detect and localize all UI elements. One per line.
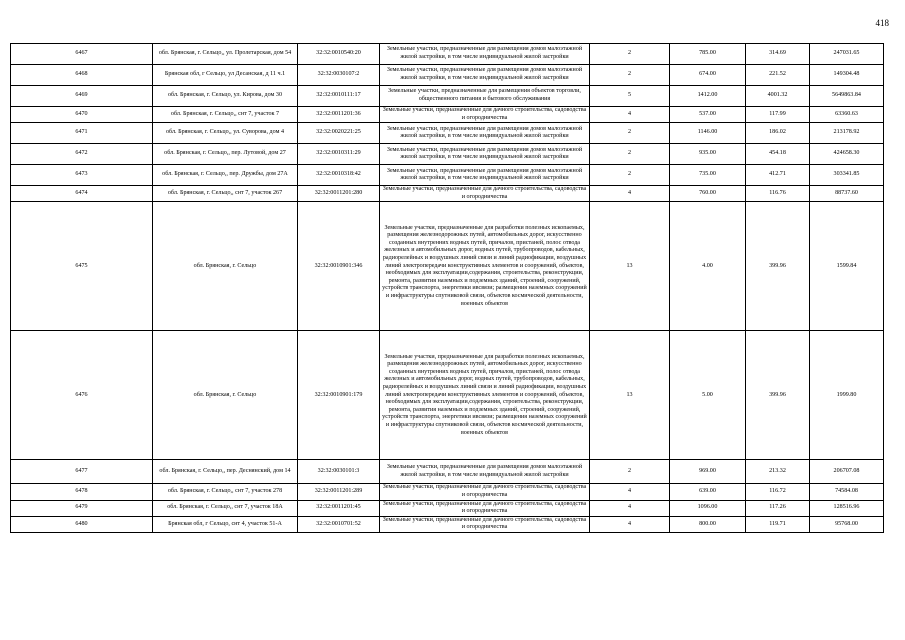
table-row: [11, 107, 884, 123]
cadastral-number-cell: 32:32:0010318:42: [298, 165, 380, 186]
table-row: [11, 331, 884, 460]
table-row: [11, 500, 884, 516]
row-number: 6467: [11, 44, 153, 65]
cadastral-value-cell: 213178.92: [810, 123, 884, 144]
cadastral-value-cell: 74584.08: [810, 484, 884, 500]
land-registry-table: [10, 43, 884, 533]
address-cell: обл. Брянская, г. Сельцо: [153, 202, 298, 331]
group-cell: 4: [590, 500, 670, 516]
unit-price-cell: 186.02: [746, 123, 810, 144]
address-cell: обл. Брянская, г. Сельцо,, снт 7, участок 18А: [153, 500, 298, 516]
table-row: [11, 186, 884, 202]
cadastral-number-cell: 32:32:0010901:179: [298, 331, 380, 460]
area-cell: 537.00: [670, 107, 746, 123]
cadastral-number-cell: 32:32:0011201:280: [298, 186, 380, 202]
unit-price-cell: 399.96: [746, 202, 810, 331]
area-cell: 760.00: [670, 186, 746, 202]
group-cell: 5: [590, 86, 670, 107]
table-row: [11, 516, 884, 532]
unit-price-cell: 454.18: [746, 144, 810, 165]
group-cell: 4: [590, 186, 670, 202]
area-cell: 935.00: [670, 144, 746, 165]
unit-price-cell: 119.71: [746, 516, 810, 532]
area-cell: 800.00: [670, 516, 746, 532]
land-use-cell: Земельные участки, предназначенные для дачного строительства, садоводства и огородничества: [380, 186, 590, 202]
address-cell: Брянская обл, г Сельцо, ул Десанская, д 11 ч.1: [153, 65, 298, 86]
land-use-cell: Земельные участки, предназначенные для размещения домов малоэтажной жилой застройки, в том числе индивидуальной жилой застройки: [380, 165, 590, 186]
unit-price-cell: 116.72: [746, 484, 810, 500]
cadastral-number-cell: 32:32:0010111:17: [298, 86, 380, 107]
row-number: 6475: [11, 202, 153, 331]
area-cell: 5.00: [670, 331, 746, 460]
area-cell: 735.00: [670, 165, 746, 186]
area-cell: 1096.00: [670, 500, 746, 516]
row-number: 6477: [11, 460, 153, 484]
group-cell: 2: [590, 460, 670, 484]
table-row: [11, 65, 884, 86]
address-cell: обл. Брянская, г. Сельцо,, ул. Суворова, дом 4: [153, 123, 298, 144]
cadastral-number-cell: 32:32:0010311:29: [298, 144, 380, 165]
group-cell: 2: [590, 65, 670, 86]
group-cell: 4: [590, 516, 670, 532]
land-use-cell: Земельные участки, предназначенные для размещения домов малоэтажной жилой застройки, в том числе индивидуальной жилой застройки: [380, 123, 590, 144]
table-row: [11, 460, 884, 484]
address-cell: обл. Брянская, г. Сельцо,, снт 7, участок 7: [153, 107, 298, 123]
unit-price-cell: 412.71: [746, 165, 810, 186]
area-cell: 785.00: [670, 44, 746, 65]
table-row: [11, 86, 884, 107]
cadastral-number-cell: 32:32:0011201:289: [298, 484, 380, 500]
address-cell: обл. Брянская, г. Сельцо,, пер. Дружбы, дом 27А: [153, 165, 298, 186]
address-cell: обл. Брянская, г. Сельцо,, пер. Лутовой, дом 27: [153, 144, 298, 165]
land-use-cell: Земельные участки, предназначенные для дачного строительства, садоводства и огородничества: [380, 516, 590, 532]
cadastral-value-cell: 206707.08: [810, 460, 884, 484]
land-use-cell: Земельные участки, предназначенные для размещения домов малоэтажной жилой застройки, в том числе индивидуальной жилой застройки: [380, 144, 590, 165]
unit-price-cell: 117.26: [746, 500, 810, 516]
group-cell: 4: [590, 484, 670, 500]
unit-price-cell: 314.69: [746, 44, 810, 65]
cadastral-value-cell: 63360.63: [810, 107, 884, 123]
cadastral-value-cell: 5649863.84: [810, 86, 884, 107]
table-row: [11, 484, 884, 500]
cadastral-number-cell: 32:32:0010701:52: [298, 516, 380, 532]
unit-price-cell: 117.99: [746, 107, 810, 123]
row-number: 6476: [11, 331, 153, 460]
cadastral-value-cell: 128516.96: [810, 500, 884, 516]
unit-price-cell: 116.76: [746, 186, 810, 202]
row-number: 6480: [11, 516, 153, 532]
address-cell: обл. Брянская, г. Сельцо, ул. Кирова, дом 30: [153, 86, 298, 107]
group-cell: 2: [590, 165, 670, 186]
cadastral-number-cell: 32:32:0030101:3: [298, 460, 380, 484]
land-use-cell: Земельные участки, предназначенные для дачного строительства, садоводства и огородничества: [380, 500, 590, 516]
land-use-cell: Земельные участки, предназначенные для размещения домов малоэтажной жилой застройки, в том числе индивидуальной жилой застройки: [380, 44, 590, 65]
row-number: 6473: [11, 165, 153, 186]
cadastral-value-cell: 1599.84: [810, 202, 884, 331]
area-cell: 639.00: [670, 484, 746, 500]
area-cell: 4.00: [670, 202, 746, 331]
cadastral-number-cell: 32:32:0010540:20: [298, 44, 380, 65]
cadastral-value-cell: 95768.00: [810, 516, 884, 532]
table-row: [11, 123, 884, 144]
cadastral-number-cell: 32:32:0011201:45: [298, 500, 380, 516]
group-cell: 2: [590, 123, 670, 144]
group-cell: 4: [590, 107, 670, 123]
address-cell: обл. Брянская, г. Сельцо,, пер. Деснянский, дом 14: [153, 460, 298, 484]
land-use-cell: Земельные участки, предназначенные для дачного строительства, садоводства и огородничества: [380, 484, 590, 500]
address-cell: Брянская обл, г Сельцо, снт 4, участок 51-А: [153, 516, 298, 532]
land-use-cell: Земельные участки, предназначенные для разработки полезных ископаемых, размещения железнодорожных путей, автомобильных дорог, искусственно созданных внутренних водных путей, причалов, пристаней, полос отвода железных и автомобильных дорог, водных путей, трубопроводов, кабельных, радиорелейных и воздушных линий связи и линий радиофикации, воздушных линий электропередачи конструктивных элементов и сооружений, объектов, необходимых для эксплуатации,содержания, строительства, реконструкции, ремонта, развития наземных и подземных зданий, строений, сооружений, устройств транспорта, энергетики ивсвязи; размещения наземных сооружений и инфраструктуры спутниковой связи, объектов космической деятельности, военных объектов: [380, 331, 590, 460]
address-cell: обл. Брянская, г. Сельцо: [153, 331, 298, 460]
table-row: [11, 202, 884, 331]
cadastral-value-cell: 88737.60: [810, 186, 884, 202]
cadastral-value-cell: 424658.30: [810, 144, 884, 165]
row-number: 6469: [11, 86, 153, 107]
cadastral-value-cell: 149304.48: [810, 65, 884, 86]
land-use-cell: Земельные участки, предназначенные для разработки полезных ископаемых, размещения железнодорожных путей, автомобильных дорог, искусственно созданных внутренних водных путей, причалов, пристаней, полос отвода железных и автомобильных дорог, водных путей, трубопроводов, кабельных, радиорелейных и воздушных линий связи и линий радиофикации, воздушных линий электропередачи конструктивных элементов и сооружений, объектов, необходимых для эксплуатации,содержания, строительства, реконструкции, ремонта, развития наземных и подземных зданий, строений, сооружений, устройств транспорта, энергетики ивсвязи; размещения наземных сооружений и инфраструктуры спутниковой связи, объектов космической деятельности, военных объектов: [380, 202, 590, 331]
land-use-cell: Земельные участки, предназначенные для размещения домов малоэтажной жилой застройки, в том числе индивидуальной жилой застройки: [380, 460, 590, 484]
cadastral-value-cell: 1999.80: [810, 331, 884, 460]
cadastral-value-cell: 247031.65: [810, 44, 884, 65]
area-cell: 1412.00: [670, 86, 746, 107]
cadastral-number-cell: 32:32:0010901:346: [298, 202, 380, 331]
area-cell: 969.00: [670, 460, 746, 484]
table-row: [11, 44, 884, 65]
group-cell: 13: [590, 202, 670, 331]
area-cell: 674.00: [670, 65, 746, 86]
row-number: 6479: [11, 500, 153, 516]
table-body: [11, 44, 884, 533]
group-cell: 13: [590, 331, 670, 460]
group-cell: 2: [590, 144, 670, 165]
table-row: [11, 144, 884, 165]
land-use-cell: Земельные участки, предназначенные для дачного строительства, садоводства и огородничества: [380, 107, 590, 123]
page-number: 418: [875, 18, 889, 28]
cadastral-value-cell: 303341.85: [810, 165, 884, 186]
row-number: 6474: [11, 186, 153, 202]
row-number: 6471: [11, 123, 153, 144]
area-cell: 1146.00: [670, 123, 746, 144]
unit-price-cell: 399.96: [746, 331, 810, 460]
cadastral-number-cell: 32:32:0030107:2: [298, 65, 380, 86]
unit-price-cell: 221.52: [746, 65, 810, 86]
row-number: 6470: [11, 107, 153, 123]
unit-price-cell: 4001.32: [746, 86, 810, 107]
group-cell: 2: [590, 44, 670, 65]
address-cell: обл. Брянская, г. Сельцо,, снт 7, участок 267: [153, 186, 298, 202]
cadastral-number-cell: 32:32:0011201:36: [298, 107, 380, 123]
address-cell: обл. Брянская, г. Сельцо,, ул. Пролетарская, дом 54: [153, 44, 298, 65]
row-number: 6478: [11, 484, 153, 500]
row-number: 6468: [11, 65, 153, 86]
land-use-cell: Земельные участки, предназначенные для размещения объектов торговли, общественного питания и бытового обслуживания: [380, 86, 590, 107]
row-number: 6472: [11, 144, 153, 165]
land-use-cell: Земельные участки, предназначенные для размещения домов малоэтажной жилой застройки, в том числе индивидуальной жилой застройки: [380, 65, 590, 86]
unit-price-cell: 213.32: [746, 460, 810, 484]
table-row: [11, 165, 884, 186]
cadastral-number-cell: 32:32:0020221:25: [298, 123, 380, 144]
address-cell: обл. Брянская, г. Сельцо,, снт 7, участок 278: [153, 484, 298, 500]
